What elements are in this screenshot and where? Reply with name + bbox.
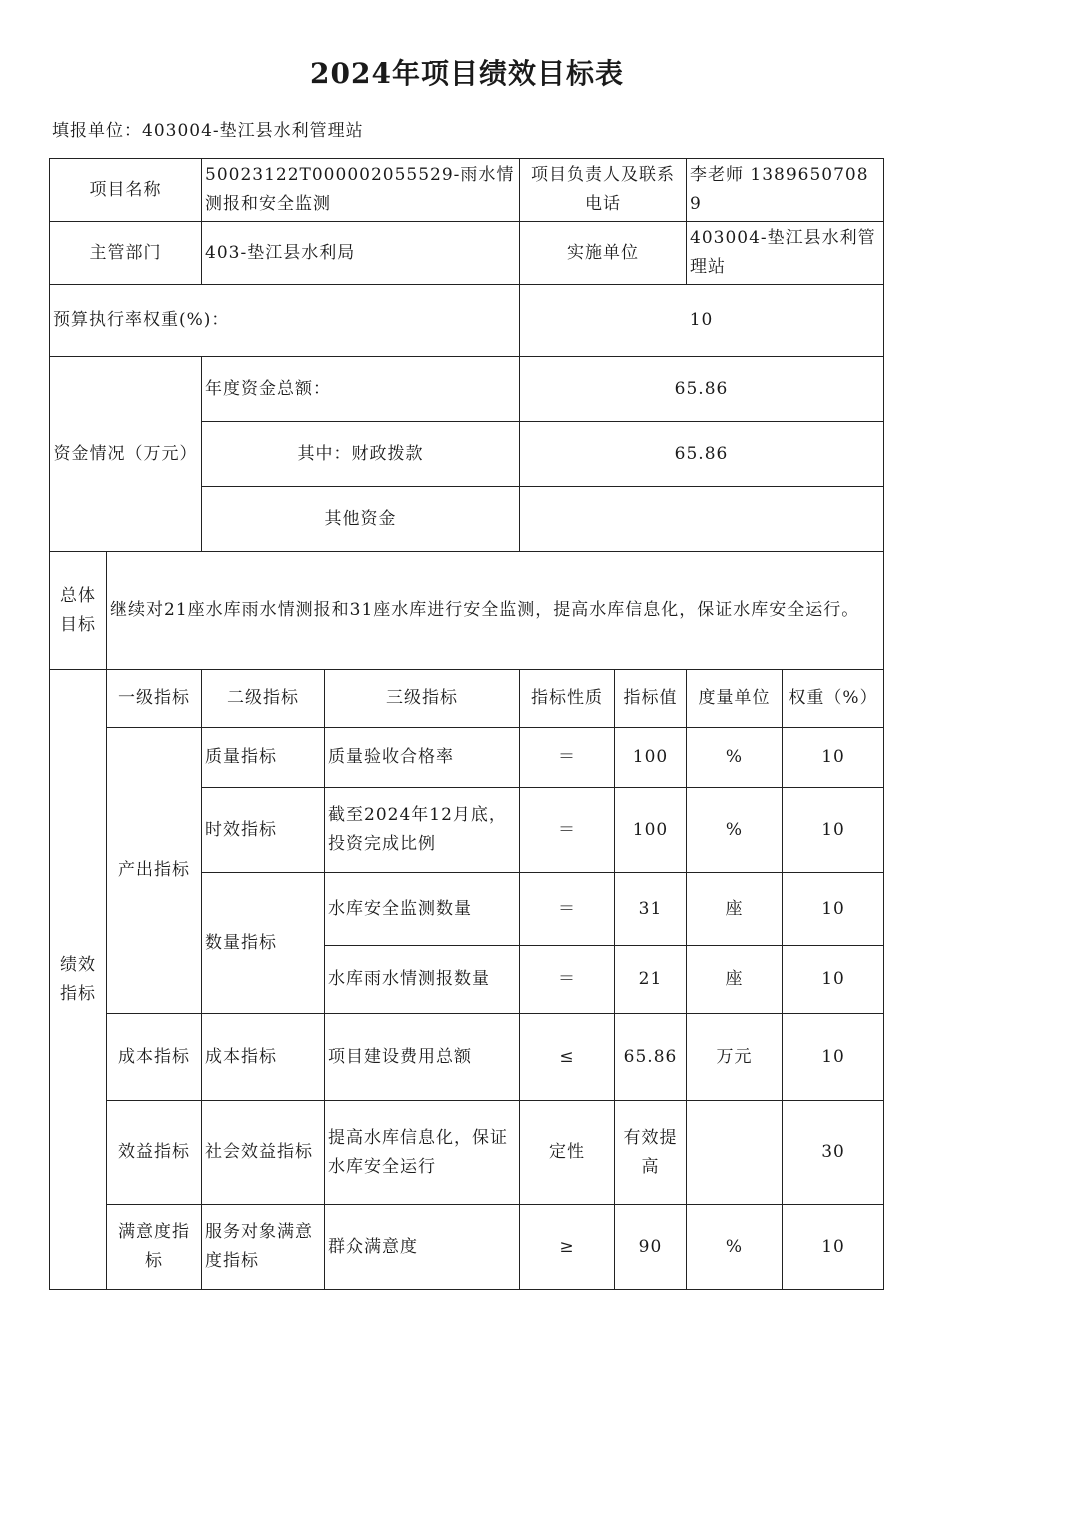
header-nature: 指标性质 [520, 670, 615, 728]
row-nature: ＝ [520, 946, 615, 1014]
row-name: 截至2024年12月底，投资完成比例 [325, 788, 520, 873]
row-name: 质量验收合格率 [325, 728, 520, 788]
header-level3: 三级指标 [325, 670, 520, 728]
row-unit [687, 1101, 783, 1205]
row-unit: 万元 [687, 1014, 783, 1101]
funds-label: 资金情况（万元） [50, 357, 202, 552]
goal-label: 总体目标 [50, 552, 107, 670]
row-value: 65.86 [615, 1014, 687, 1101]
funds-total-label: 年度资金总额： [202, 357, 520, 422]
funds-fiscal-value: 65.86 [520, 422, 884, 487]
level1-output: 产出指标 [107, 728, 202, 1014]
level1-benefit: 效益指标 [107, 1101, 202, 1205]
impl-label: 实施单位 [520, 222, 687, 285]
row-nature: ＝ [520, 788, 615, 873]
project-name-label: 项目名称 [50, 159, 202, 222]
table-row [50, 728, 884, 788]
impl-value: 403004-垫江县水利管理站 [687, 222, 884, 285]
row-nature: 定性 [520, 1101, 615, 1205]
funds-other-label: 其他资金 [202, 487, 520, 552]
dept-value: 403-垫江县水利局 [202, 222, 520, 285]
page-title: 2024年项目绩效目标表 [310, 57, 624, 90]
row-nature: ＝ [520, 728, 615, 788]
row-nature: ＝ [520, 873, 615, 946]
performance-table [49, 158, 884, 1290]
level2-timeliness: 时效指标 [202, 788, 325, 873]
row-weight: 10 [783, 1014, 884, 1101]
level2-quantity: 数量指标 [202, 873, 325, 1014]
row-name: 水库雨水情测报数量 [325, 946, 520, 1014]
row-weight: 10 [783, 946, 884, 1014]
indicators-label: 绩效指标 [50, 670, 107, 1290]
row-unit: % [687, 1205, 783, 1290]
level1-satisfaction: 满意度指标 [107, 1205, 202, 1290]
row-unit: 座 [687, 946, 783, 1014]
dept-label: 主管部门 [50, 222, 202, 285]
row-weight: 10 [783, 1205, 884, 1290]
row-weight: 10 [783, 873, 884, 946]
level2-quality: 质量指标 [202, 728, 325, 788]
row-name: 提高水库信息化，保证水库安全运行 [325, 1101, 520, 1205]
row-value: 90 [615, 1205, 687, 1290]
row-value: 有效提高 [615, 1101, 687, 1205]
header-value: 指标值 [615, 670, 687, 728]
row-weight: 10 [783, 728, 884, 788]
row-name: 水库安全监测数量 [325, 873, 520, 946]
contact-value: 李老师 13896507089 [687, 159, 884, 222]
project-name-value: 50023122T000002055529-雨水情测报和安全监测 [202, 159, 520, 222]
filing-unit: 填报单位：403004-垫江县水利管理站 [52, 121, 364, 141]
header-weight: 权重（%） [783, 670, 884, 728]
level2-cost: 成本指标 [202, 1014, 325, 1101]
table-row [50, 1014, 884, 1101]
row-nature: ≤ [520, 1014, 615, 1101]
row-unit: 座 [687, 873, 783, 946]
row-value: 31 [615, 873, 687, 946]
contact-label: 项目负责人及联系电话 [520, 159, 687, 222]
row-name: 项目建设费用总额 [325, 1014, 520, 1101]
header-level1: 一级指标 [107, 670, 202, 728]
level2-service: 服务对象满意度指标 [202, 1205, 325, 1290]
funds-fiscal-label: 其中：财政拨款 [202, 422, 520, 487]
row-nature: ≥ [520, 1205, 615, 1290]
budget-rate-label: 预算执行率权重(%)： [50, 285, 520, 357]
row-value: 100 [615, 788, 687, 873]
header-unit: 度量单位 [687, 670, 783, 728]
level1-cost: 成本指标 [107, 1014, 202, 1101]
row-name: 群众满意度 [325, 1205, 520, 1290]
row-unit: % [687, 728, 783, 788]
goal-text: 继续对21座水库雨水情测报和31座水库进行安全监测，提高水库信息化，保证水库安全运行。 [107, 552, 884, 670]
table-row [50, 1101, 884, 1205]
row-weight: 30 [783, 1101, 884, 1205]
header-level2: 二级指标 [202, 670, 325, 728]
row-unit: % [687, 788, 783, 873]
table-row [50, 1205, 884, 1290]
funds-other-value [520, 487, 884, 552]
level2-social: 社会效益指标 [202, 1101, 325, 1205]
row-value: 100 [615, 728, 687, 788]
funds-total-value: 65.86 [520, 357, 884, 422]
row-weight: 10 [783, 788, 884, 873]
row-value: 21 [615, 946, 687, 1014]
budget-rate-value: 10 [520, 285, 884, 357]
